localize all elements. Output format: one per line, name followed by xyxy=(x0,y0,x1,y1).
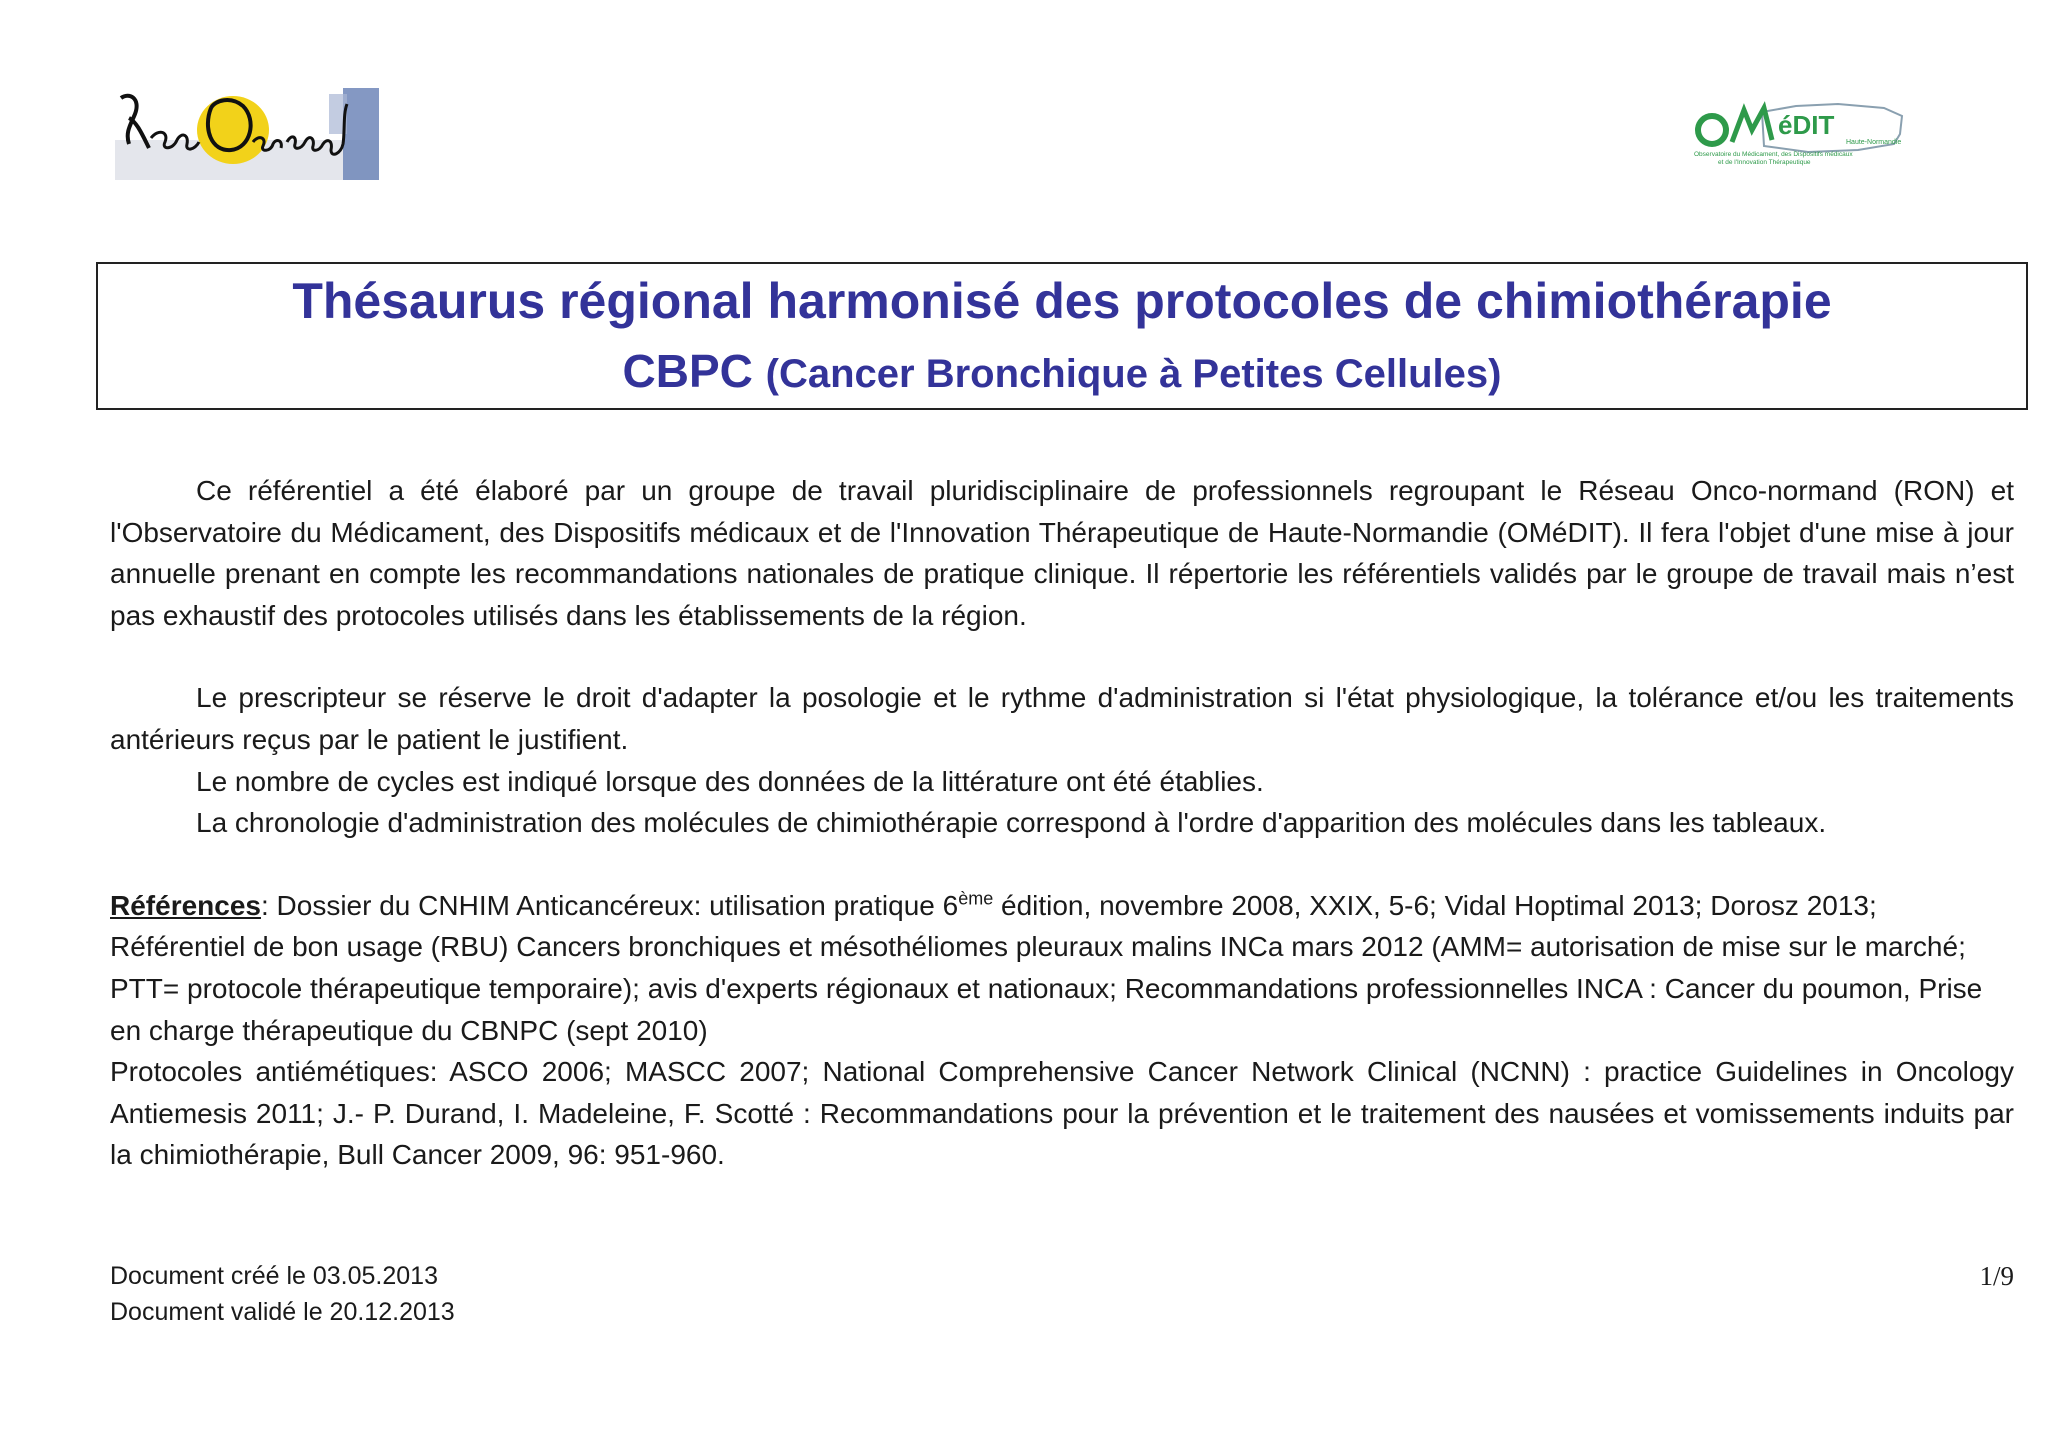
omedit-region-text: Haute-Normandie xyxy=(1846,139,1902,146)
document-title: Thésaurus régional harmonisé des protocoles de chimiothérapie xyxy=(292,273,1832,329)
omedit-logo-image xyxy=(1688,100,1908,170)
references-label: Références xyxy=(110,889,261,921)
svg-text:éDIT: éDIT xyxy=(1778,110,1835,140)
title-box xyxy=(96,262,2028,410)
references-superscript: ème xyxy=(958,888,994,909)
prescriber-paragraph: Le prescripteur se réserve le droit d'adapter la posologie et le rythme d'administration si l'état physiologique, la tolérance et/ou les traitements antérieurs reçus par le patient le justifient. xyxy=(110,682,2014,755)
reseau-onco-normand-logo-image xyxy=(115,88,379,180)
antiemetics-paragraph: Protocoles antiémétiques: ASCO 2006; MASCC 2007; National Comprehensive Cancer Network Clinical (NCNN) : practice Guidelines in Oncology Antiemesis 2011; J.- P. Durand, I. Madeleine, F. Scotté : Recommandations pour la prévention et le traitement des nausées et vomissements induits par la chimiothérapie, Bull Cancer 2009, 96: 951-960. xyxy=(110,1056,2014,1171)
omedit-tagline-line1: Observatoire du Médicament, des Dispositifs médicaux xyxy=(1694,151,1853,158)
created-date: Document créé le 03.05.2013 xyxy=(110,1262,438,1290)
omedit-tagline-line2: et de l'Innovation Thérapeutique xyxy=(1718,159,1811,166)
chronology-paragraph: La chronologie d'administration des molécules de chimiothérapie correspond à l'ordre d'apparition des molécules dans les tableaux. xyxy=(196,807,1827,839)
paragraph-gap xyxy=(110,844,2014,885)
subtitle-expansion: (Cancer Bronchique à Petites Cellules) xyxy=(765,352,1502,396)
page-number: 1/9 xyxy=(1979,1261,2014,1291)
document-footer xyxy=(110,1258,455,1330)
paragraph-gap xyxy=(110,636,2014,677)
intro-paragraph: Ce référentiel a été élaboré par un groupe de travail pluridisciplinaire de professionnels regroupant le Réseau Onco-normand (RON) et l'Observatoire du Médicament, des Dispositifs médicaux et de l'Innovation Thérapeutique de Haute-Normandie (OMéDIT). Il fera l'objet d'une mise à jour annuelle prenant en compte les recommandations nationales de pratique clinique. Il répertorie les référentiels validés par le groupe de travail mais n’est pas exhaustif des protocoles utilisés dans les établissements de la région. xyxy=(110,475,2014,631)
references-text-part1: : Dossier du CNHIM Anticancéreux: utilisation pratique 6 xyxy=(260,889,959,921)
document-body xyxy=(110,470,2014,1176)
references-text-part2: édition, novembre 2008, XXIX, 5-6; Vidal Hoptimal 2013; Dorosz 2013; Référentiel de bon usage (RBU) Cancers bronchiques et mésothéliomes pleuraux malins INCa mars 2012 (AMM= autorisation de mise sur le marché; PTT= protocole thérapeutique temporaire); avis d'experts régionaux et nationaux; Recommandations professionnelles INCA : Cancer du poumon, Prise en charge thérapeutique du CBNPC (sept 2010) xyxy=(110,889,1983,1046)
document-subtitle xyxy=(98,344,2026,398)
omedit-logo xyxy=(1688,100,1908,170)
cycles-paragraph: Le nombre de cycles est indiqué lorsque des données de la littérature ont été établies. xyxy=(196,765,1264,797)
references-paragraph xyxy=(110,885,2014,1051)
validated-date: Document validé le 20.12.2013 xyxy=(110,1298,455,1326)
subtitle-acronym: CBPC xyxy=(622,345,753,397)
reseau-onco-normand-logo xyxy=(115,88,379,180)
